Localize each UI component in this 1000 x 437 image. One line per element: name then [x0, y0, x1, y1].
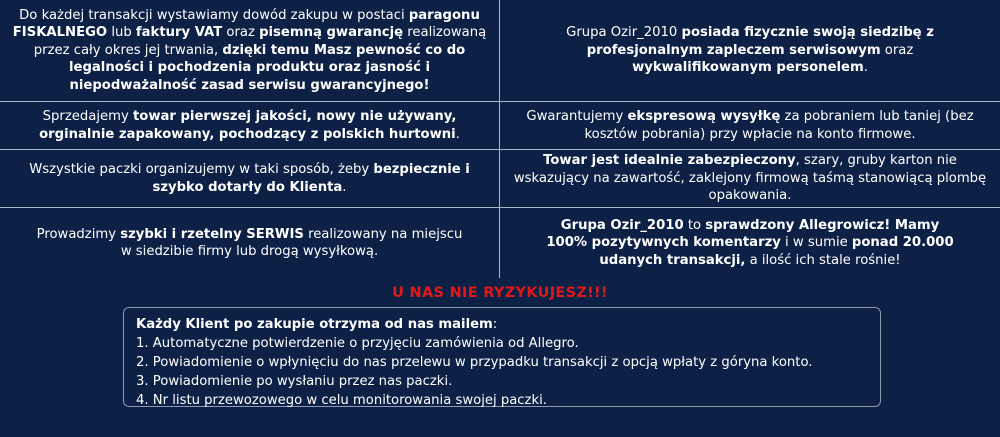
- emphasis-text: bezpiecznie i szybko dotarły do Klienta: [152, 162, 470, 195]
- feature-service: [0, 208, 500, 278]
- plain-text: oraz: [880, 42, 914, 58]
- plain-text: lub: [107, 25, 136, 41]
- plain-text: , szary, gruby karton nie wskazujący na zawartość, zaklejony firmową taśmą stanowiącą plombę opakowania.: [513, 153, 987, 204]
- feature-text: [15, 161, 485, 196]
- plain-text: i w sumie: [780, 235, 852, 251]
- plain-text: realizowaną przez cały okres jej trwania,: [33, 25, 487, 58]
- plain-text: to: [683, 217, 706, 233]
- plain-text: Wszystkie paczki organizujemy w taki sposób, żeby: [29, 162, 374, 177]
- feature-protection: [500, 150, 1000, 208]
- emphasis-text: Towar jest idealnie zabezpieczony: [543, 153, 796, 169]
- feature-reputation: [500, 208, 1000, 278]
- plain-text: .: [342, 179, 347, 195]
- plain-text: Grupa Ozir_2010: [566, 25, 682, 41]
- notification-list: [136, 334, 880, 410]
- feature-text: [6, 7, 493, 95]
- plain-text: .: [863, 60, 868, 76]
- feature-packaging: [0, 150, 500, 208]
- feature-text: [15, 108, 485, 143]
- emphasis-text: posiada fizycznie swoją siedzibę z profesjonalnym zapleczem serwisowym: [586, 25, 934, 58]
- emphasis-text: towar pierwszej jakości, nowy nie używany, orginalnie zapakowany, pochodzący z polskich hurtowni: [39, 109, 457, 142]
- feature-receipt: [0, 0, 500, 102]
- plain-text: Prowadzimy: [36, 226, 121, 242]
- emphasis-text: ponad 20.000 udanych transakcji,: [599, 235, 954, 268]
- plain-text: realizowany na miejscu w siedzibie firmy lub drogą wysyłkową.: [120, 226, 463, 259]
- emphasis-text: dzięki temu Masz pewność co do legalności i pochodzenia produktu oraz jasność i niepodważalność zasad serwisu gwarancyjnego!: [69, 42, 466, 93]
- list-item: 4. Nr listu przewozowego w celu monitorowania swojej paczki.: [136, 393, 547, 408]
- feature-text: [540, 217, 960, 270]
- emphasis-text: Grupa Ozir_2010: [560, 217, 684, 233]
- email-notifications-box: [123, 307, 881, 407]
- plain-text: za pobraniem lub taniej (bez kosztów pobrania) przy wpłacie na konto firmowe.: [584, 109, 974, 142]
- feature-quality: [0, 102, 500, 150]
- emphasis-text: pisemną gwarancję: [259, 25, 404, 41]
- plain-text: Do każdej transakcji wystawiamy dowód zakupu w postaci: [19, 7, 409, 23]
- emphasis-text: faktury VAT: [135, 25, 223, 41]
- infobox-heading: Każdy Klient po zakupie otrzyma od nas mailem:: [136, 317, 498, 332]
- list-item: 2. Powiadomienie o wpłynięciu do nas przelewu w przypadku transakcji z opcją wpłaty z góryna konto.: [136, 355, 813, 370]
- plain-text: .: [455, 126, 460, 142]
- feature-text: [30, 226, 470, 261]
- emphasis-text: szybki i rzetelny SERWIS: [120, 226, 304, 242]
- emphasis-text: paragonu FISKALNEGO: [12, 7, 480, 41]
- feature-shipping: [500, 102, 1000, 150]
- feature-headquarters: [500, 0, 1000, 102]
- warning-headline: U NAS NIE RYZYKUJESZ!!!: [392, 285, 608, 301]
- plain-text: Gwarantujemy: [526, 109, 628, 124]
- emphasis-text: ekspresową wysyłkę: [627, 109, 781, 124]
- plain-text: oraz: [222, 25, 260, 41]
- feature-text: [540, 24, 960, 77]
- list-item: 3. Powiadomienie po wysłaniu przez nas paczki.: [136, 374, 453, 389]
- list-item: 1. Automatyczne potwierdzenie o przyjęciu zamówienia od Allegro.: [136, 336, 579, 351]
- emphasis-text: wykwalifikowanym personelem: [632, 60, 864, 76]
- plain-text: a ilość ich stale rośnie!: [745, 252, 901, 268]
- emphasis-text: sprawdzony Allegrowicz! Mamy 100% pozytywnych komentarzy: [546, 217, 940, 251]
- feature-text: [520, 108, 980, 143]
- feature-text: [510, 152, 990, 205]
- plain-text: Sprzedajemy: [42, 109, 133, 124]
